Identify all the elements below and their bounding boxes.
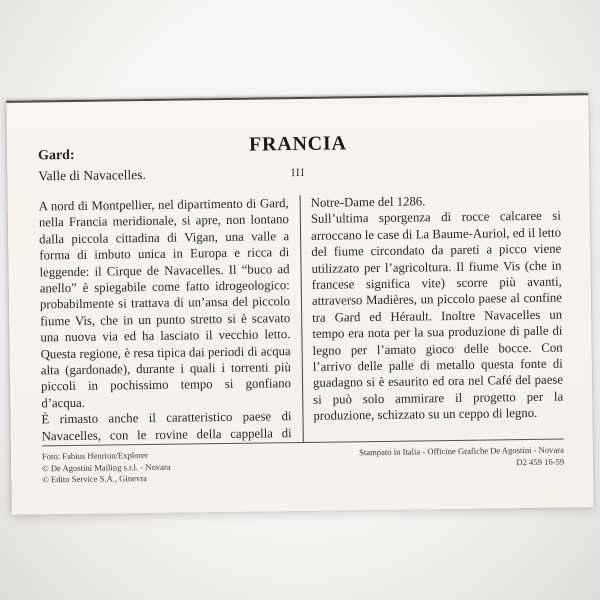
article-paragraph: A nord di Montpellier, nel dipartimento di Gard, nella Francia meridionale, si apre, non lontano dalla piccola cittadina di Vigan, una valle a forma di imbuto unica in Europa e ricca di leggende: il Cirque de Navacelles. Il “buco ad anello” è spiegabile come fatto idrogeologico: probabilmente si trattava di un’ansa del piccolo fiume Vis, che in un punto stretto si è scavato una nuova via ed ha lasciato il vecchio letto. Questa regione, è resa tipica dai periodi di acqua alta (gardonade), durante i quali i torrenti più piccoli in pochissimo tempo si gonfiano d’acqua. [38,196,292,411]
series-numeral: III [291,166,306,180]
credits-block [42,450,171,486]
region-subtitle: Valle di Navacelles. [38,167,146,184]
article-paragraph: Sull’ultima sporgenza di rocce calcaree si arroccano le case di La Baume-Auriol, ed il letto del fiume circondato da pareti a picco viene utilizzato per l’agricoltura. Il fiume Vis (che in francese significa vite) scorre più avanti, attraverso Madières, un piccolo paese al confine tra Gard ed Hérault. Inoltre Navacelles un tempo era nota per la sua produzione di palle di legno per l’amato gioco delle bocce. Con l’arrivo delle palle di metallo questa fonte di guadagno si è esaurito ed ora nel Café del paese si può solo ammirare il progetto per la produzione, schizzato su un ceppo di legno. [310,208,564,424]
article-text [39,192,564,446]
print-info-block [359,445,564,471]
credit-line: © Edito Service S.A., Ginevra [42,473,147,485]
article-paragraph: È rimasto anche il caratteristico paese di Navacelles, con le rovine della cappella di Notre-Dame del 1286. [41,194,426,444]
region-name: Gard: [37,147,75,164]
credit-line: © De Agostini Mailing s.r.l. - Novara [42,461,171,473]
card-title: FRANCIA [248,132,347,156]
credit-line: Foto: Fabius Henrion/Explorer [41,450,149,462]
postcard-back [6,93,593,515]
footer-credits [42,445,564,487]
print-info-line: D2 459 16-59 [516,456,565,467]
print-info-line: Stampato in Italia - Officine Grafiche De Agostini - Novara [359,444,564,458]
